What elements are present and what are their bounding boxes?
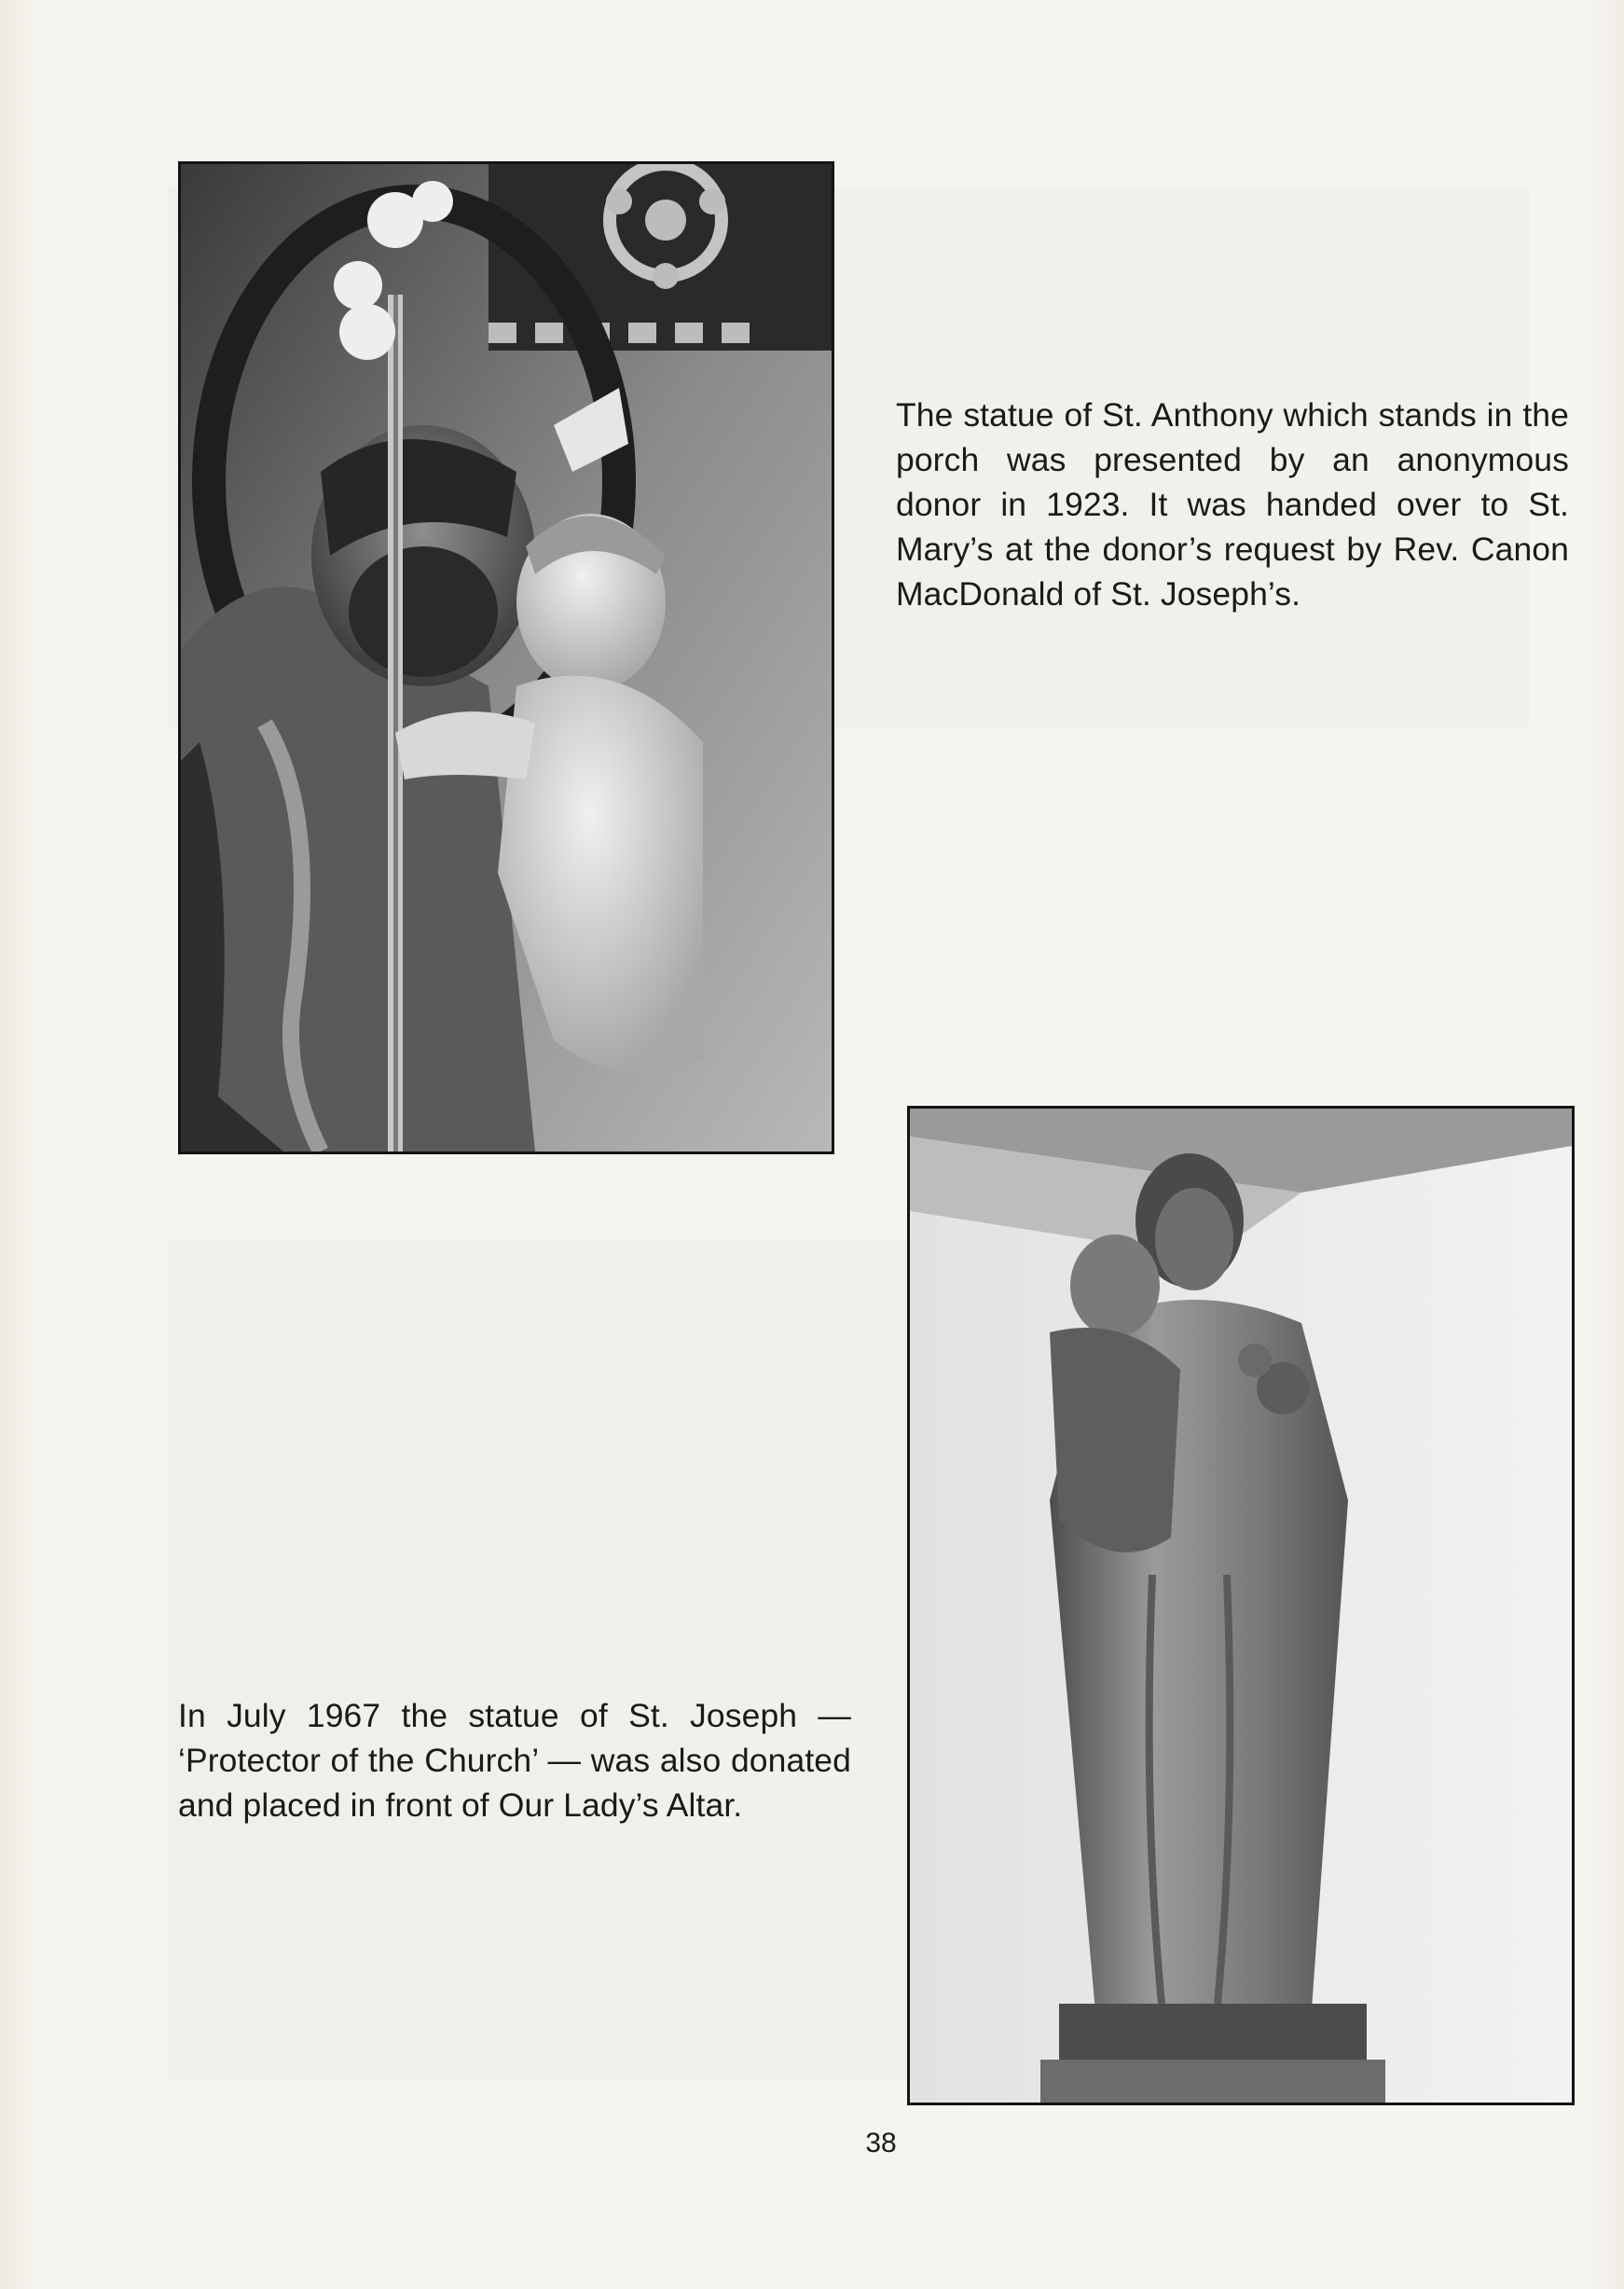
photo-st-anthony-statue xyxy=(907,1106,1575,2105)
page-number: 38 xyxy=(865,2128,897,2158)
caption-st-anthony: The statue of St. Anthony which stands in the porch was presented by an anonymous donor in 1923. It was handed over to St. Mary’s at the donor’s request by Rev. Canon MacDonald of St. Joseph’s. xyxy=(896,396,1569,613)
st-anthony-statue-image xyxy=(910,1109,1572,2103)
photo-st-joseph-statue xyxy=(178,161,834,1154)
caption-st-joseph: In July 1967 the statue of St. Joseph — ‘Protector of the Church’ — was also donated and placed in front of Our Lady’s Altar. xyxy=(178,1697,851,1824)
st-joseph-statue-image xyxy=(181,164,832,1151)
